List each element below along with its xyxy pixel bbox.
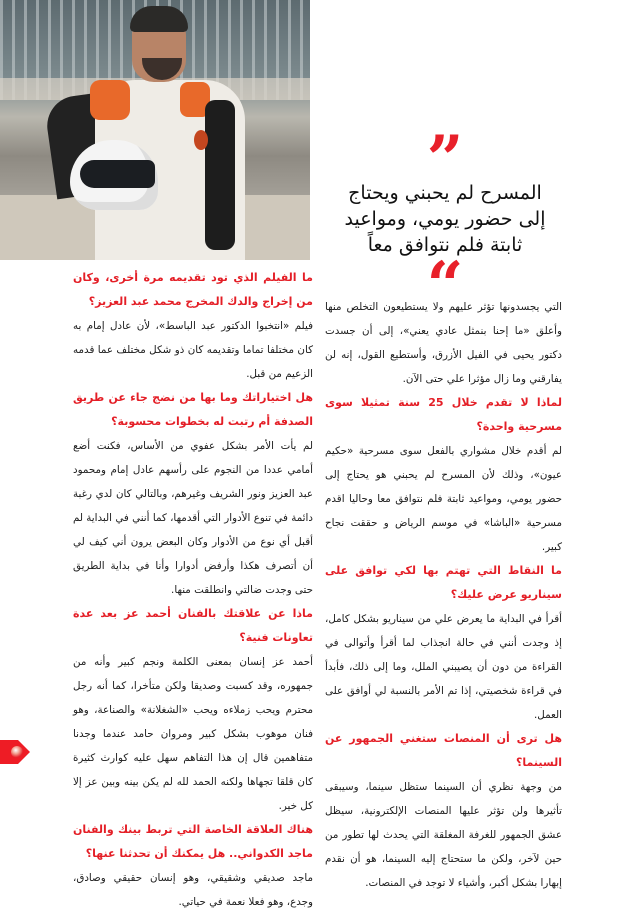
interview-answer: أحمد عز إنسان بمعنى الكلمة ونجم كبير وأنه من جمهوره، وقد كسبت وصديقا ولكن متأخرا، كما أنه رجل محترم ويحب زملاءه ويحب «الشغلانة» والصناعة، وهو فنان موهوب بشكل كبير ومروان حامد عندما وجدنا متفاهمين قال إن هذا التفاهم سهل عليه كوارث كثيرة كان قلقا تجهاها ولكنه الحمد لله لم يكن بينه وبين عز إلا كل خير. bbox=[73, 656, 313, 812]
photo-helmet-visor bbox=[80, 160, 155, 188]
interview-question: لماذا لا تقدم خلال 25 سنة تمثيلا سوى مسرحية واحدة؟ bbox=[325, 396, 562, 433]
interview-answer: ماجد صديقي وشقيقي، وهو إنسان حقيقي وصادق، وجدع، وهو فعلا نعمة في حياتي. bbox=[73, 872, 313, 908]
pull-quote-line: ثابتة فلم نتوافق معاً bbox=[367, 234, 523, 256]
interview-answer: لم يأت الأمر بشكل عفوي من الأساس، فكنت أضع أمامي عددا من النجوم على رأسهم عادل إمام ومحمود عبد العزيز ونور الشريف وغيرهم، وبالتالي كان لدي رغبة دائمة في تنوع الأدوار التي أقدمها، كما أنني في البداية لم أقبل أي نوع من الأدوار وكان البعض يرون أني كيف لي أن أتصرف هكذا وأرفض أدوارا وأنا في بداية الطريق حتى وجدت ضالتي وانطلقت منها. bbox=[73, 440, 313, 596]
interview-question: هل اختياراتك وما بها من نضج جاء عن طريق الصدفة أم رتبت له بخطوات محسوبة؟ bbox=[73, 391, 313, 428]
open-quote-icon: ” bbox=[426, 122, 464, 197]
interview-answer: لم أقدم خلال مشواري بالفعل سوى مسرحية «حكيم عيون»، وذلك لأن المسرح لم يحبني هو يحتاج إلى حضور يومي، ومواعيد ثابتة فلم نتوافق معا وحاليا اقدم مسرحية «الباشا» في موسم الرياض و حققت نجاح كبير. bbox=[325, 445, 562, 553]
interview-question: ما الفيلم الذي تود تقديمه مرة أخرى، وكان من إخراج والدك المخرج محمد عبد العزيز؟ bbox=[73, 271, 313, 308]
left-article-column bbox=[73, 266, 313, 914]
close-quote-icon: “ bbox=[426, 248, 464, 323]
photo-suit-badge bbox=[194, 130, 208, 150]
right-article-column bbox=[325, 295, 562, 895]
pull-quote bbox=[330, 122, 560, 323]
interview-answer: التي يجسدونها تؤثر عليهم ولا يستطيعون التخلص منها وأعلق «ما إحنا بنمثل عادي يعني»، إلى أن جسدت دكتور يحيى في الفيل الأزرق، وأستطيع القول، إنه لن يفارقني وما زال مؤثرا علي حتى الآن. bbox=[325, 301, 562, 385]
photo-suit-stripe bbox=[90, 80, 130, 120]
interview-question: ما النقاط التي تهتم بها لكي توافق على سيناريو عرض عليك؟ bbox=[325, 564, 562, 601]
interview-answer: من وجهة نظري أن السينما ستظل سينما، وسيبقى تأثيرها ولن تؤثر عليها المنصات الإلكترونية، سيظل عشق الجمهور للغرفة المغلقة التي يحدث لها تطور من حين لآخر، ولكن ما ستحتاج إليه السينما، هو أن نقدم إبهارا بشكل أكبر، وأشياء لا توجد في المنصات. bbox=[325, 781, 562, 889]
photo-hair bbox=[130, 6, 188, 32]
pull-quote-line: إلى حضور يومي، ومواعيد bbox=[344, 208, 546, 230]
page-tab-marker-icon bbox=[0, 736, 32, 768]
interview-answer: أقرأ في البداية ما يعرض علي من سيناريو بشكل كامل، إذ وجدت أنني في حالة انجذاب لما أقرأ وأتوالى في القراءة من دون أن يصيبني الملل، وما إلى ذلك، فأبدأ في قراءة شخصيتي، إذا تم الأمر بالنسبة لي أوافق على العمل. bbox=[325, 613, 562, 721]
interview-answer: فيلم «انتخبوا الدكتور عبد الباسط»، لأن عادل إمام به كان مختلفا تماما وتقديمه كان ذو شكل مختلف عما قدمه الزعيم من قبل. bbox=[73, 320, 313, 380]
article-photo bbox=[0, 0, 310, 260]
interview-question: هناك العلاقة الخاصة التي تربط بينك والفنان ماجد الكدواني.. هل يمكنك أن تحدثنا عنها؟ bbox=[73, 823, 313, 860]
pull-quote-text bbox=[330, 180, 560, 258]
interview-question: هل ترى أن المنصات ستغني الجمهور عن السينما؟ bbox=[325, 732, 562, 769]
interview-question: ماذا عن علاقتك بالفنان أحمد عز بعد عدة تعاونات فنية؟ bbox=[73, 607, 313, 644]
pull-quote-line: المسرح لم يحبني ويحتاج bbox=[348, 182, 542, 204]
photo-suit-arm bbox=[205, 100, 235, 250]
